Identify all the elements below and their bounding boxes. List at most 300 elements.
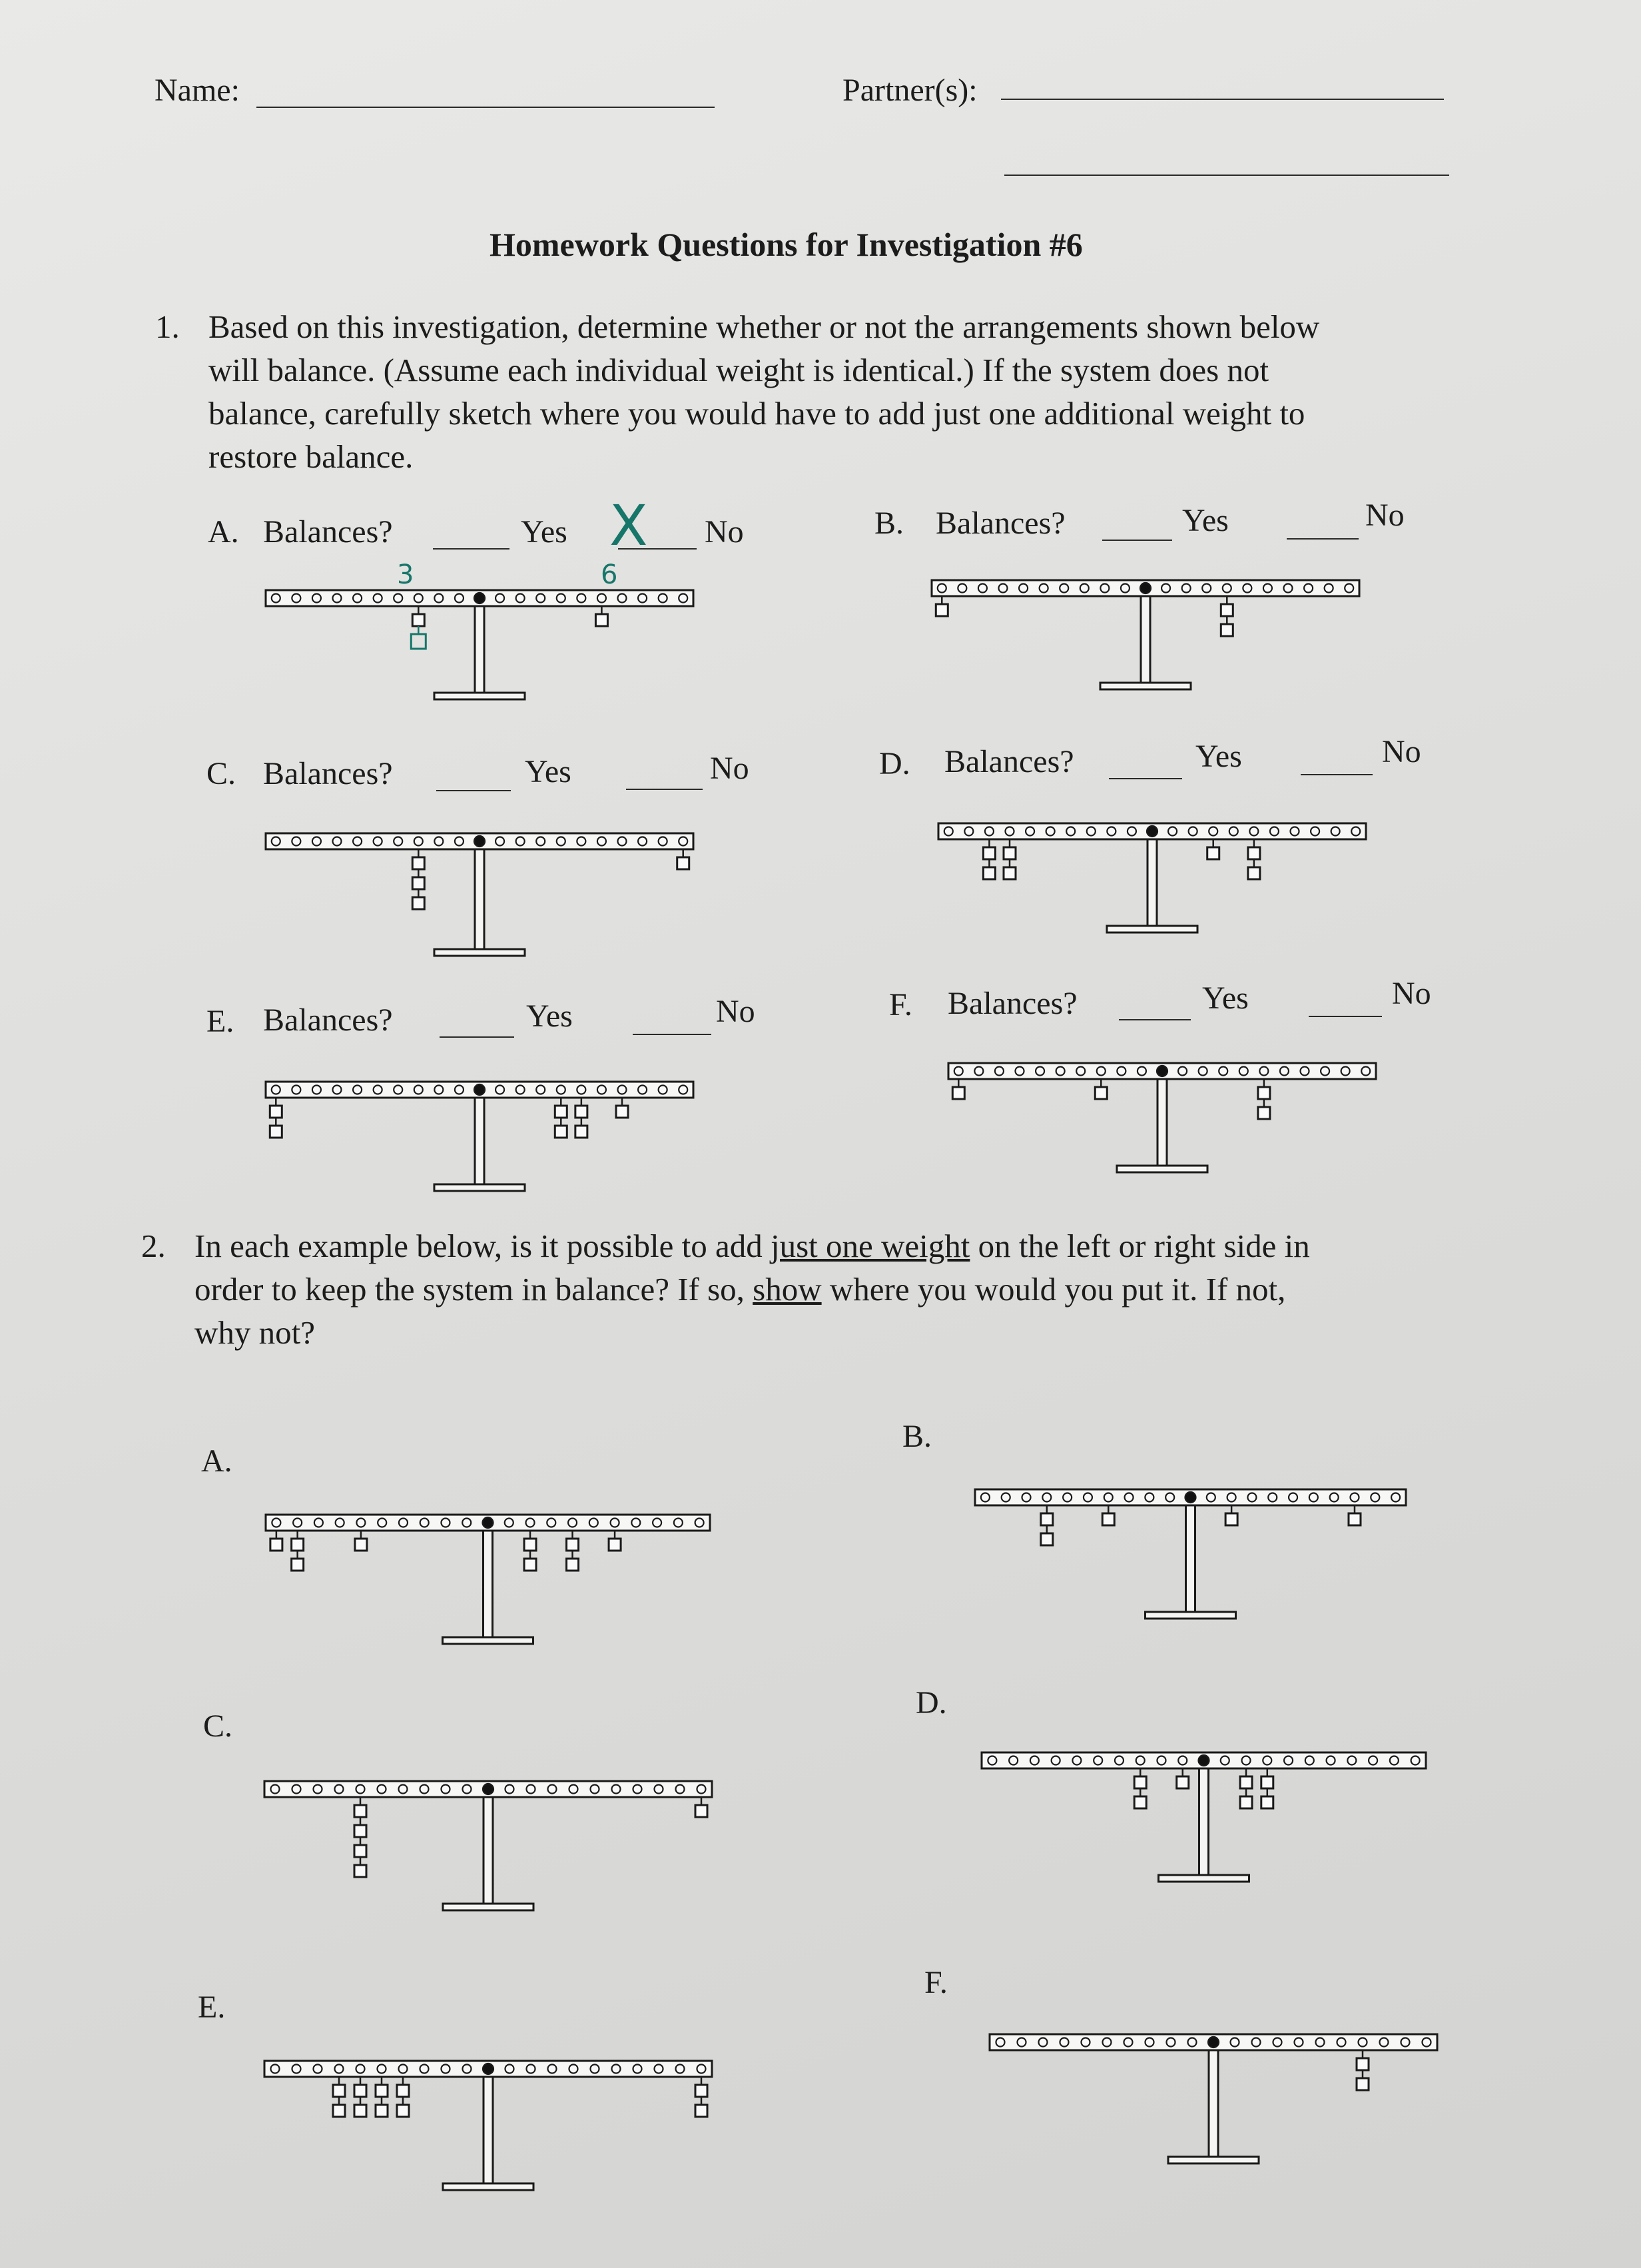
pivot-peg bbox=[474, 593, 485, 603]
q1d-no-blank[interactable] bbox=[1301, 774, 1373, 775]
peg bbox=[1060, 2038, 1069, 2047]
weight bbox=[292, 1539, 304, 1551]
peg bbox=[577, 837, 585, 846]
weight bbox=[567, 1539, 579, 1551]
q2c-label: C. bbox=[203, 1708, 233, 1744]
peg bbox=[1304, 584, 1313, 593]
peg bbox=[1087, 827, 1096, 836]
q1b-no: No bbox=[1365, 498, 1405, 533]
peg bbox=[1107, 827, 1116, 836]
peg bbox=[414, 1086, 423, 1094]
weight bbox=[677, 857, 689, 869]
peg bbox=[1227, 1493, 1236, 1502]
peg bbox=[505, 1785, 514, 1794]
weight bbox=[1357, 2078, 1369, 2090]
peg bbox=[1076, 1067, 1085, 1076]
peg bbox=[964, 827, 973, 836]
peg bbox=[1391, 1493, 1400, 1502]
stand-base bbox=[434, 693, 525, 699]
stand-base bbox=[1107, 926, 1197, 933]
peg bbox=[516, 594, 525, 603]
peg bbox=[399, 1785, 408, 1794]
peg bbox=[1199, 1067, 1207, 1076]
peg bbox=[1136, 1756, 1145, 1765]
stand-post bbox=[1148, 839, 1157, 927]
weight bbox=[397, 2085, 409, 2097]
peg bbox=[676, 1785, 685, 1794]
weight bbox=[354, 1825, 366, 1837]
peg bbox=[1263, 584, 1272, 593]
peg bbox=[1056, 1067, 1065, 1076]
peg bbox=[394, 837, 402, 846]
peg bbox=[1289, 1493, 1297, 1502]
weight bbox=[1248, 867, 1260, 879]
peg bbox=[378, 1785, 386, 1794]
weight bbox=[936, 604, 948, 616]
q1d-prompt: Balances? bbox=[944, 744, 1074, 779]
weight bbox=[1221, 604, 1233, 616]
weight bbox=[354, 2105, 366, 2117]
peg bbox=[1036, 1067, 1044, 1076]
peg bbox=[1182, 584, 1191, 593]
weight bbox=[354, 1805, 366, 1817]
weight bbox=[1258, 1107, 1270, 1119]
peg bbox=[1270, 827, 1279, 836]
peg bbox=[434, 594, 443, 603]
peg bbox=[314, 2065, 322, 2074]
stand-post bbox=[1209, 2050, 1218, 2158]
peg bbox=[333, 837, 342, 846]
weight bbox=[1240, 1776, 1252, 1788]
peg bbox=[978, 584, 987, 593]
weight bbox=[575, 1126, 587, 1138]
peg bbox=[618, 837, 627, 846]
peg bbox=[292, 1086, 300, 1094]
peg bbox=[981, 1493, 990, 1502]
q1f-letter: F. bbox=[889, 987, 912, 1022]
q1d-letter: D. bbox=[879, 746, 910, 781]
peg bbox=[974, 1067, 983, 1076]
peg bbox=[638, 594, 647, 603]
peg bbox=[1309, 1493, 1318, 1502]
peg bbox=[633, 1785, 642, 1794]
question-number: 2. bbox=[141, 1228, 166, 1264]
peg bbox=[1380, 2038, 1389, 2047]
peg bbox=[679, 1086, 687, 1094]
pivot-peg bbox=[1185, 1492, 1196, 1503]
peg bbox=[1145, 1493, 1153, 1502]
peg bbox=[1039, 2038, 1048, 2047]
peg bbox=[1157, 1756, 1165, 1765]
q1f-no: No bbox=[1392, 976, 1431, 1011]
peg bbox=[557, 594, 565, 603]
q1c-letter: C. bbox=[206, 756, 236, 791]
weight bbox=[354, 1865, 366, 1877]
peg bbox=[1411, 1756, 1420, 1765]
weight bbox=[952, 1087, 964, 1099]
peg bbox=[378, 2065, 386, 2074]
weight bbox=[1261, 1796, 1273, 1808]
peg bbox=[1115, 1756, 1124, 1765]
peg bbox=[271, 1785, 280, 1794]
weight bbox=[983, 867, 995, 879]
q1a-no: No bbox=[705, 514, 744, 550]
weight bbox=[575, 1106, 587, 1118]
balance-scale-q2d bbox=[979, 1748, 1429, 1888]
peg bbox=[954, 1067, 963, 1076]
q1a-yes: Yes bbox=[521, 514, 567, 550]
peg bbox=[1026, 827, 1034, 836]
stand-base bbox=[1117, 1166, 1207, 1172]
q1b-no-blank[interactable] bbox=[1287, 538, 1359, 540]
peg bbox=[1351, 827, 1360, 836]
peg bbox=[292, 837, 300, 846]
peg bbox=[1295, 2038, 1303, 2047]
peg bbox=[695, 1519, 704, 1527]
q1a-yes-blank[interactable] bbox=[433, 548, 509, 550]
question-text: In each example below, is it possible to add bbox=[194, 1228, 771, 1264]
peg bbox=[618, 1086, 627, 1094]
peg bbox=[591, 1785, 599, 1794]
q1f-no-blank[interactable] bbox=[1309, 1016, 1382, 1017]
balance-scale-q2b bbox=[972, 1485, 1409, 1625]
peg bbox=[1063, 1493, 1072, 1502]
peg bbox=[612, 1785, 621, 1794]
peg bbox=[1178, 1756, 1187, 1765]
peg bbox=[333, 594, 342, 603]
peg bbox=[638, 1086, 647, 1094]
pivot-peg bbox=[1140, 583, 1151, 593]
peg bbox=[655, 2065, 663, 2074]
peg bbox=[314, 1785, 322, 1794]
peg bbox=[1223, 584, 1231, 593]
weight bbox=[397, 2105, 409, 2117]
weight bbox=[1095, 1087, 1107, 1099]
weight bbox=[354, 2085, 366, 2097]
peg bbox=[1341, 1067, 1350, 1076]
peg bbox=[589, 1519, 598, 1527]
stand-post bbox=[1186, 1505, 1195, 1613]
balance-scale-q1d bbox=[936, 819, 1369, 939]
peg bbox=[1165, 1493, 1174, 1502]
q1d-yes-blank[interactable] bbox=[1109, 778, 1182, 779]
peg bbox=[1249, 827, 1258, 836]
weight bbox=[1349, 1513, 1361, 1525]
q1f-prompt: Balances? bbox=[948, 986, 1078, 1021]
peg bbox=[495, 837, 504, 846]
peg bbox=[1325, 584, 1333, 593]
peg bbox=[1327, 1756, 1335, 1765]
balance-scale-q1b bbox=[929, 576, 1362, 696]
weight bbox=[555, 1106, 567, 1118]
peg bbox=[1066, 827, 1075, 836]
q1d-yes: Yes bbox=[1195, 739, 1242, 774]
weight bbox=[1041, 1513, 1053, 1525]
balance-scale-q1a bbox=[263, 586, 696, 706]
peg bbox=[1124, 2038, 1133, 2047]
peg bbox=[1084, 1493, 1092, 1502]
peg bbox=[312, 837, 321, 846]
peg bbox=[611, 1519, 619, 1527]
peg bbox=[679, 594, 687, 603]
peg bbox=[1359, 2038, 1367, 2047]
weight bbox=[354, 1845, 366, 1857]
peg bbox=[1263, 1756, 1271, 1765]
q1e-no-blank[interactable] bbox=[633, 1034, 711, 1035]
peg bbox=[557, 1086, 565, 1094]
weight bbox=[1240, 1796, 1252, 1808]
question-text: order to keep the system in balance? If so, bbox=[194, 1271, 753, 1308]
q2e-label: E. bbox=[198, 1990, 226, 2025]
q2a-label: A. bbox=[201, 1443, 232, 1479]
peg bbox=[1207, 1493, 1215, 1502]
peg bbox=[333, 1086, 342, 1094]
pivot-peg bbox=[483, 2064, 493, 2074]
peg bbox=[577, 594, 585, 603]
peg bbox=[455, 837, 464, 846]
partner-field[interactable] bbox=[1001, 99, 1444, 100]
peg bbox=[272, 837, 280, 846]
peg bbox=[938, 584, 946, 593]
peg bbox=[1138, 1067, 1146, 1076]
peg bbox=[356, 2065, 365, 2074]
peg bbox=[1042, 1493, 1051, 1502]
peg bbox=[653, 1519, 661, 1527]
q1b-yes: Yes bbox=[1182, 503, 1229, 538]
stand-post bbox=[1157, 1079, 1167, 1167]
peg bbox=[1161, 584, 1170, 593]
peg bbox=[659, 837, 667, 846]
q1c-yes: Yes bbox=[525, 754, 571, 789]
peg bbox=[1202, 584, 1211, 593]
peg bbox=[1390, 1756, 1399, 1765]
weight bbox=[1041, 1533, 1053, 1545]
handwritten-6: 6 bbox=[601, 560, 618, 590]
peg bbox=[577, 1086, 585, 1094]
peg bbox=[1167, 2038, 1175, 2047]
q1b-letter: B. bbox=[874, 506, 904, 541]
peg bbox=[455, 1086, 464, 1094]
stand-post bbox=[484, 2077, 493, 2185]
peg bbox=[1243, 584, 1251, 593]
peg bbox=[1189, 827, 1197, 836]
peg bbox=[1030, 1756, 1039, 1765]
q1e-yes-blank[interactable] bbox=[440, 1036, 514, 1038]
question-line: restore balance. bbox=[208, 438, 414, 475]
q1f-yes-blank[interactable] bbox=[1119, 1019, 1191, 1020]
weight bbox=[524, 1539, 536, 1551]
q1d-no: No bbox=[1382, 734, 1421, 769]
peg bbox=[1345, 584, 1353, 593]
peg bbox=[399, 2065, 408, 2074]
added-weight bbox=[411, 634, 426, 649]
peg bbox=[441, 1519, 450, 1527]
peg bbox=[442, 2065, 450, 2074]
q1e-letter: E. bbox=[206, 1004, 234, 1039]
peg bbox=[420, 1519, 429, 1527]
weight bbox=[695, 2085, 707, 2097]
peg bbox=[659, 1086, 667, 1094]
q2f-label: F. bbox=[924, 1965, 948, 2000]
peg bbox=[659, 594, 667, 603]
peg bbox=[1168, 827, 1177, 836]
weight bbox=[1258, 1087, 1270, 1099]
peg bbox=[1072, 1756, 1081, 1765]
peg bbox=[335, 1785, 344, 1794]
peg bbox=[1016, 1067, 1024, 1076]
peg bbox=[463, 2065, 472, 2074]
peg bbox=[631, 1519, 640, 1527]
stand-post bbox=[484, 1797, 493, 1905]
stand-post bbox=[475, 1098, 484, 1186]
peg bbox=[353, 837, 362, 846]
peg bbox=[1239, 1067, 1248, 1076]
peg bbox=[536, 594, 545, 603]
peg bbox=[1125, 1493, 1134, 1502]
peg bbox=[1219, 1067, 1227, 1076]
peg bbox=[1128, 827, 1136, 836]
question-text: why not? bbox=[194, 1314, 315, 1351]
weight bbox=[1357, 2058, 1369, 2070]
peg bbox=[1006, 827, 1014, 836]
name-field[interactable] bbox=[256, 107, 715, 108]
peg bbox=[548, 2065, 557, 2074]
peg bbox=[1188, 2038, 1197, 2047]
peg bbox=[995, 1067, 1004, 1076]
peg bbox=[591, 2065, 599, 2074]
weight bbox=[983, 847, 995, 859]
stand-post bbox=[484, 1531, 493, 1639]
peg bbox=[414, 594, 423, 603]
peg bbox=[1229, 827, 1238, 836]
peg bbox=[1423, 2038, 1431, 2047]
peg bbox=[271, 2065, 280, 2074]
peg bbox=[1247, 1493, 1256, 1502]
peg bbox=[676, 2065, 685, 2074]
peg bbox=[1280, 1067, 1289, 1076]
peg bbox=[356, 1785, 365, 1794]
peg bbox=[1284, 1756, 1293, 1765]
peg bbox=[536, 1086, 545, 1094]
weight bbox=[376, 2085, 388, 2097]
peg bbox=[272, 1086, 280, 1094]
q1c-no-blank[interactable] bbox=[626, 789, 703, 790]
peg bbox=[547, 1519, 555, 1527]
handwritten-3: 3 bbox=[397, 560, 414, 590]
peg bbox=[272, 594, 280, 603]
peg bbox=[292, 1785, 301, 1794]
weight bbox=[412, 857, 424, 869]
peg bbox=[353, 1086, 362, 1094]
peg bbox=[618, 594, 627, 603]
weight bbox=[376, 2105, 388, 2117]
peg bbox=[1104, 1493, 1113, 1502]
peg bbox=[1121, 584, 1130, 593]
peg bbox=[356, 1519, 365, 1527]
peg bbox=[495, 1086, 504, 1094]
peg bbox=[1009, 1756, 1018, 1765]
weight bbox=[1221, 624, 1233, 636]
question-line: will balance. (Assume each individual weight is identical.) If the system does not bbox=[208, 352, 1269, 388]
peg bbox=[394, 594, 402, 603]
pivot-peg bbox=[1199, 1755, 1209, 1766]
peg bbox=[1371, 1493, 1379, 1502]
peg bbox=[674, 1519, 683, 1527]
balance-scale-q1c bbox=[263, 829, 696, 962]
peg bbox=[455, 594, 464, 603]
peg bbox=[1331, 827, 1340, 836]
q1c-yes-blank[interactable] bbox=[436, 790, 511, 791]
peg bbox=[1337, 2038, 1346, 2047]
peg bbox=[1268, 1493, 1277, 1502]
peg bbox=[516, 837, 525, 846]
peg bbox=[335, 2065, 344, 2074]
weight bbox=[333, 2085, 345, 2097]
peg bbox=[679, 837, 687, 846]
stand-base bbox=[1100, 683, 1191, 689]
weight bbox=[270, 1106, 282, 1118]
pivot-peg bbox=[1208, 2037, 1219, 2048]
peg bbox=[1046, 827, 1055, 836]
peg bbox=[374, 837, 382, 846]
peg bbox=[314, 1519, 323, 1527]
peg bbox=[697, 2065, 706, 2074]
question-number: 1. bbox=[155, 308, 180, 345]
q1e-yes: Yes bbox=[526, 998, 573, 1034]
balance-scale-q2c bbox=[262, 1777, 715, 1917]
peg bbox=[536, 837, 545, 846]
q1c-prompt: Balances? bbox=[263, 756, 393, 791]
stand-base bbox=[1159, 1875, 1249, 1882]
peg bbox=[569, 1785, 578, 1794]
stand-post bbox=[475, 849, 484, 950]
peg bbox=[1060, 584, 1068, 593]
weight bbox=[1207, 847, 1219, 859]
stand-base bbox=[434, 1184, 525, 1191]
weight bbox=[292, 1559, 304, 1571]
peg bbox=[1022, 1493, 1031, 1502]
q1b-yes-blank[interactable] bbox=[1102, 540, 1172, 541]
peg bbox=[1231, 2038, 1239, 2047]
weight bbox=[695, 1805, 707, 1817]
peg bbox=[495, 594, 504, 603]
peg bbox=[1291, 827, 1299, 836]
peg bbox=[1221, 1756, 1229, 1765]
partner-field-2[interactable] bbox=[1004, 175, 1449, 176]
partner-label: Partner(s): bbox=[842, 73, 978, 108]
stand-post bbox=[1199, 1768, 1209, 1876]
peg bbox=[312, 594, 321, 603]
peg bbox=[1094, 1756, 1102, 1765]
peg bbox=[420, 2065, 429, 2074]
weight bbox=[1134, 1776, 1146, 1788]
peg bbox=[1350, 1493, 1359, 1502]
peg bbox=[292, 594, 300, 603]
peg bbox=[1242, 1756, 1251, 1765]
stand-post bbox=[1141, 596, 1150, 684]
peg bbox=[1082, 2038, 1090, 2047]
peg bbox=[1097, 1067, 1106, 1076]
peg bbox=[1052, 1756, 1060, 1765]
peg bbox=[597, 837, 606, 846]
question-line: Based on this investigation, determine whether or not the arrangements shown below bbox=[208, 308, 1320, 345]
peg bbox=[399, 1519, 408, 1527]
q1f-yes: Yes bbox=[1202, 980, 1249, 1016]
pivot-peg bbox=[474, 836, 485, 847]
question-emphasis: show bbox=[753, 1271, 822, 1308]
q1a-prompt: Balances? bbox=[263, 514, 393, 550]
peg bbox=[1321, 1067, 1329, 1076]
